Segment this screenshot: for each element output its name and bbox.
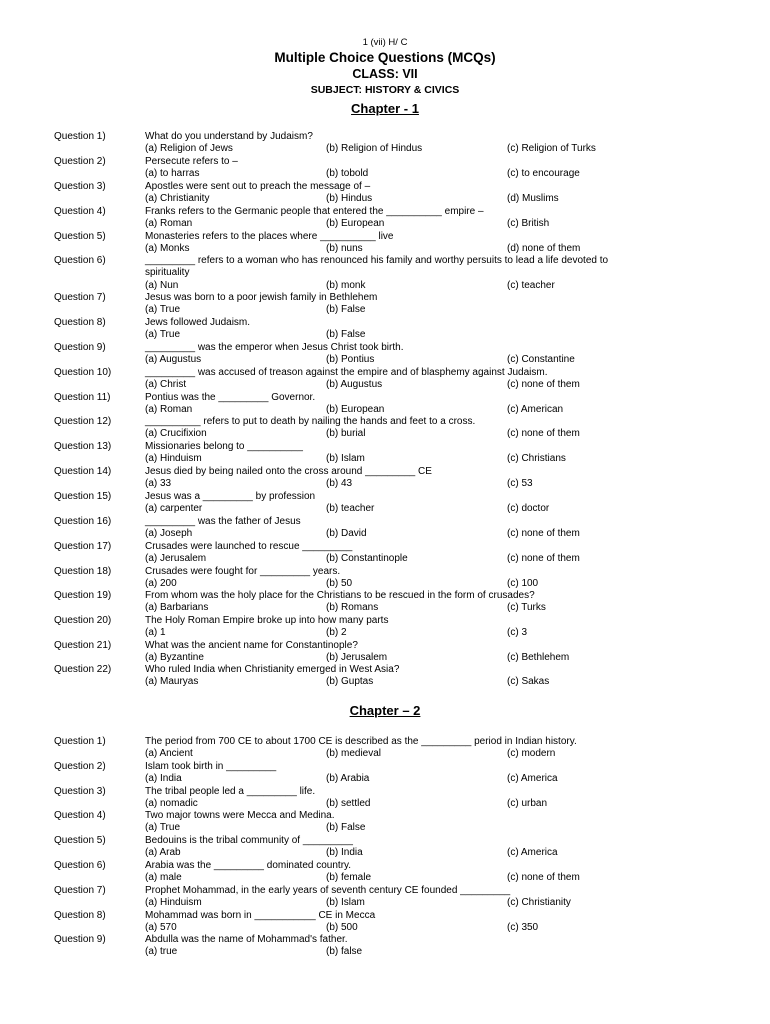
question-text: _________ refers to a woman who has renounced his family and worthy persuits to lead a life devoted to spirituality — [145, 255, 609, 279]
answer-option: (b) European — [326, 218, 385, 230]
answer-option: (b) monk — [326, 279, 366, 291]
answer-option: (b) Pontius — [326, 354, 375, 366]
answer-option: (c) Christianity — [507, 897, 571, 909]
answer-option: (c) Bethlehem — [507, 652, 570, 664]
answer-option: (a) true — [145, 946, 178, 958]
question-text: Crusades were launched to rescue _________ — [145, 541, 353, 552]
answer-option: (d) Muslims — [507, 193, 559, 205]
answer-option: (a) nomadic — [145, 798, 198, 810]
answer-option: (b) Guptas — [326, 676, 374, 688]
answer-option: (a) Hinduism — [145, 453, 202, 465]
question-text: __________ refers to put to death by nailing the hands and feet to a cross. — [145, 416, 476, 427]
answer-option: (b) 500 — [326, 922, 358, 934]
answer-option: (a) male — [145, 872, 182, 884]
question-text: Jesus was a _________ by profession — [145, 491, 316, 502]
question-text: Jews followed Judaism. — [145, 317, 251, 328]
question-number: Question 15) — [54, 491, 112, 502]
question-text: _________ was accused of treason against the empire and of blasphemy against Judaism. — [145, 367, 548, 378]
answer-option: (b) medieval — [326, 748, 382, 760]
answer-option: (d) none of them — [507, 243, 581, 255]
question-number: Question 18) — [54, 566, 112, 577]
question-text: Abdulla was the name of Mohammad's father. — [145, 934, 348, 945]
question-number: Question 19) — [54, 590, 112, 601]
question-number: Question 22) — [54, 664, 112, 675]
answer-option: (b) 43 — [326, 478, 353, 490]
question-text: Jesus died by being nailed onto the cross around _________ CE — [145, 466, 432, 477]
answer-option: (c) to encourage — [507, 168, 580, 180]
answer-option: (c) America — [507, 847, 558, 859]
question-number: Question 1) — [54, 131, 106, 142]
question-text: Monasteries refers to the places where __________ live — [145, 231, 394, 242]
answer-option: (b) Jerusalem — [326, 652, 388, 664]
question-number: Question 12) — [54, 416, 112, 427]
question-text: Persecute refers to – — [145, 156, 238, 167]
answer-option: (c) none of them — [507, 379, 580, 391]
question-number: Question 6) — [54, 255, 106, 266]
question-number: Question 5) — [54, 835, 106, 846]
answer-option: (b) Hindus — [326, 193, 373, 205]
answer-option: (a) to harras — [145, 168, 200, 180]
answer-option: (c) America — [507, 773, 558, 785]
chapter-heading: Chapter - 1 — [351, 101, 419, 116]
answer-option: (a) True — [145, 304, 181, 316]
question-text: Who ruled India when Christianity emerged in West Asia? — [145, 664, 400, 675]
answer-option: (b) Islam — [326, 453, 365, 465]
answer-option: (b) nuns — [326, 243, 363, 255]
answer-option: (c) Religion of Turks — [507, 143, 596, 155]
question-number: Question 16) — [54, 516, 112, 527]
answer-option: (b) David — [326, 528, 367, 540]
answer-option: (a) Christ — [145, 379, 187, 391]
question-text: Pontius was the _________ Governor. — [145, 392, 316, 403]
question-text: Missionaries belong to __________ — [145, 441, 303, 452]
question-text: What do you understand by Judaism? — [145, 131, 313, 142]
question-text: Franks refers to the Germanic people that entered the __________ empire – — [145, 206, 484, 217]
question-number: Question 4) — [54, 810, 106, 821]
answer-option: (c) Constantine — [507, 354, 575, 366]
subject-label: SUBJECT: HISTORY & CIVICS — [310, 84, 460, 96]
answer-option: (a) 570 — [145, 922, 177, 934]
chapter-heading: Chapter – 2 — [349, 703, 421, 718]
question-text: The period from 700 CE to about 1700 CE is described as the _________ period in Indian history. — [145, 736, 577, 747]
answer-option: (b) settled — [326, 798, 371, 810]
answer-option: (a) India — [145, 773, 182, 785]
question-number: Question 9) — [54, 342, 106, 353]
question-number: Question 8) — [54, 910, 106, 921]
answer-option: (a) True — [145, 329, 181, 341]
answer-option: (c) 53 — [507, 478, 533, 490]
question-number: Question 7) — [54, 292, 106, 303]
answer-option: (a) Roman — [145, 404, 193, 416]
answer-option: (b) female — [326, 872, 372, 884]
answer-option: (c) doctor — [507, 503, 550, 515]
answer-option: (b) False — [326, 304, 366, 316]
answer-option: (c) teacher — [507, 279, 555, 291]
answer-option: (a) Augustus — [145, 354, 202, 366]
answer-option: (a) 33 — [145, 478, 172, 490]
question-number: Question 8) — [54, 317, 106, 328]
answer-option: (c) modern — [507, 748, 556, 760]
question-text: Mohammad was born in ___________ CE in Mecca — [145, 910, 376, 921]
question-number: Question 2) — [54, 761, 106, 772]
answer-option: (a) 200 — [145, 578, 177, 590]
answer-option: (b) 2 — [326, 627, 347, 639]
question-number: Question 14) — [54, 466, 112, 477]
answer-option: (b) 50 — [326, 578, 353, 590]
question-text: Apostles were sent out to preach the message of – — [145, 181, 371, 192]
answer-option: (a) 1 — [145, 627, 166, 639]
answer-option: (c) 350 — [507, 922, 539, 934]
answer-option: (a) Roman — [145, 218, 193, 230]
question-number: Question 2) — [54, 156, 106, 167]
question-text: Arabia was the _________ dominated country. — [145, 860, 352, 871]
answer-option: (a) Ancient — [145, 748, 193, 760]
question-number: Question 13) — [54, 441, 112, 452]
answer-option: (a) Monks — [145, 243, 190, 255]
question-text: Jesus was born to a poor jewish family in Bethlehem — [145, 292, 378, 303]
question-text: The Holy Roman Empire broke up into how many parts — [145, 615, 389, 626]
question-number: Question 17) — [54, 541, 112, 552]
question-number: Question 5) — [54, 231, 106, 242]
answer-option: (b) teacher — [326, 503, 375, 515]
answer-option: (c) none of them — [507, 428, 580, 440]
answer-option: (a) Arab — [145, 847, 181, 859]
question-text: Bedouins is the tribal community of _________ — [145, 835, 353, 846]
answer-option: (c) Christians — [507, 453, 566, 465]
answer-option: (b) Islam — [326, 897, 365, 909]
question-text: Prophet Mohammad, in the early years of seventh century CE founded _________ — [145, 885, 511, 896]
answer-option: (b) Augustus — [326, 379, 383, 391]
answer-option: (a) Christianity — [145, 193, 210, 205]
answer-option: (c) British — [507, 218, 550, 230]
question-text: The tribal people led a _________ life. — [145, 786, 316, 797]
question-text: _________ was the emperor when Jesus Christ took birth. — [145, 342, 404, 353]
answer-option: (a) Hinduism — [145, 897, 202, 909]
answer-option: (a) Nun — [145, 279, 179, 291]
answer-option: (a) True — [145, 822, 181, 834]
answer-option: (b) false — [326, 946, 363, 958]
question-number: Question 21) — [54, 640, 112, 651]
answer-option: (c) American — [507, 404, 564, 416]
answer-option: (b) Religion of Hindus — [326, 143, 423, 155]
answer-option: (a) Barbarians — [145, 602, 209, 614]
question-text: Crusades were fought for _________ years. — [145, 566, 341, 577]
answer-option: (a) Jerusalem — [145, 553, 207, 565]
question-number: Question 1) — [54, 736, 106, 747]
question-number: Question 4) — [54, 206, 106, 217]
question-text: What was the ancient name for Constantinople? — [145, 640, 358, 651]
answer-option: (c) urban — [507, 798, 548, 810]
question-text: From whom was the holy place for the Christians to be rescued in the form of crusades? — [145, 590, 535, 601]
question-number: Question 9) — [54, 934, 106, 945]
question-text: Two major towns were Mecca and Medina. — [145, 810, 335, 821]
answer-option: (a) Byzantine — [145, 652, 204, 664]
answer-option: (b) burial — [326, 428, 366, 440]
answer-option: (a) Religion of Jews — [145, 143, 233, 155]
question-number: Question 3) — [54, 786, 106, 797]
document-title: Multiple Choice Questions (MCQs) — [274, 50, 496, 65]
answer-option: (c) none of them — [507, 872, 580, 884]
answer-option: (b) Arabia — [326, 773, 370, 785]
answer-option: (c) Turks — [507, 602, 546, 614]
answer-option: (b) tobold — [326, 168, 369, 180]
question-number: Question 11) — [54, 392, 111, 403]
answer-option: (b) False — [326, 329, 366, 341]
answer-option: (a) carpenter — [145, 503, 203, 515]
answer-option: (a) Mauryas — [145, 676, 199, 688]
answer-option: (a) Joseph — [145, 528, 193, 540]
answer-option: (c) none of them — [507, 553, 580, 565]
answer-option: (b) Romans — [326, 602, 379, 614]
answer-option: (b) False — [326, 822, 366, 834]
answer-option: (b) European — [326, 404, 385, 416]
answer-option: (a) Crucifixion — [145, 428, 207, 440]
answer-option: (c) 3 — [507, 627, 527, 639]
answer-option: (b) Constantinople — [326, 553, 408, 565]
answer-option: (b) India — [326, 847, 363, 859]
question-number: Question 6) — [54, 860, 106, 871]
question-text: Islam took birth in _________ — [145, 761, 277, 772]
question-text: _________ was the father of Jesus — [145, 516, 301, 527]
question-number: Question 7) — [54, 885, 106, 896]
answer-option: (c) Sakas — [507, 676, 550, 688]
question-number: Question 3) — [54, 181, 106, 192]
class-label: CLASS: VII — [352, 67, 418, 81]
answer-option: (c) 100 — [507, 578, 539, 590]
question-number: Question 10) — [54, 367, 112, 378]
page-code: 1 (vii) H/ C — [362, 37, 408, 48]
question-number: Question 20) — [54, 615, 112, 626]
answer-option: (c) none of them — [507, 528, 580, 540]
